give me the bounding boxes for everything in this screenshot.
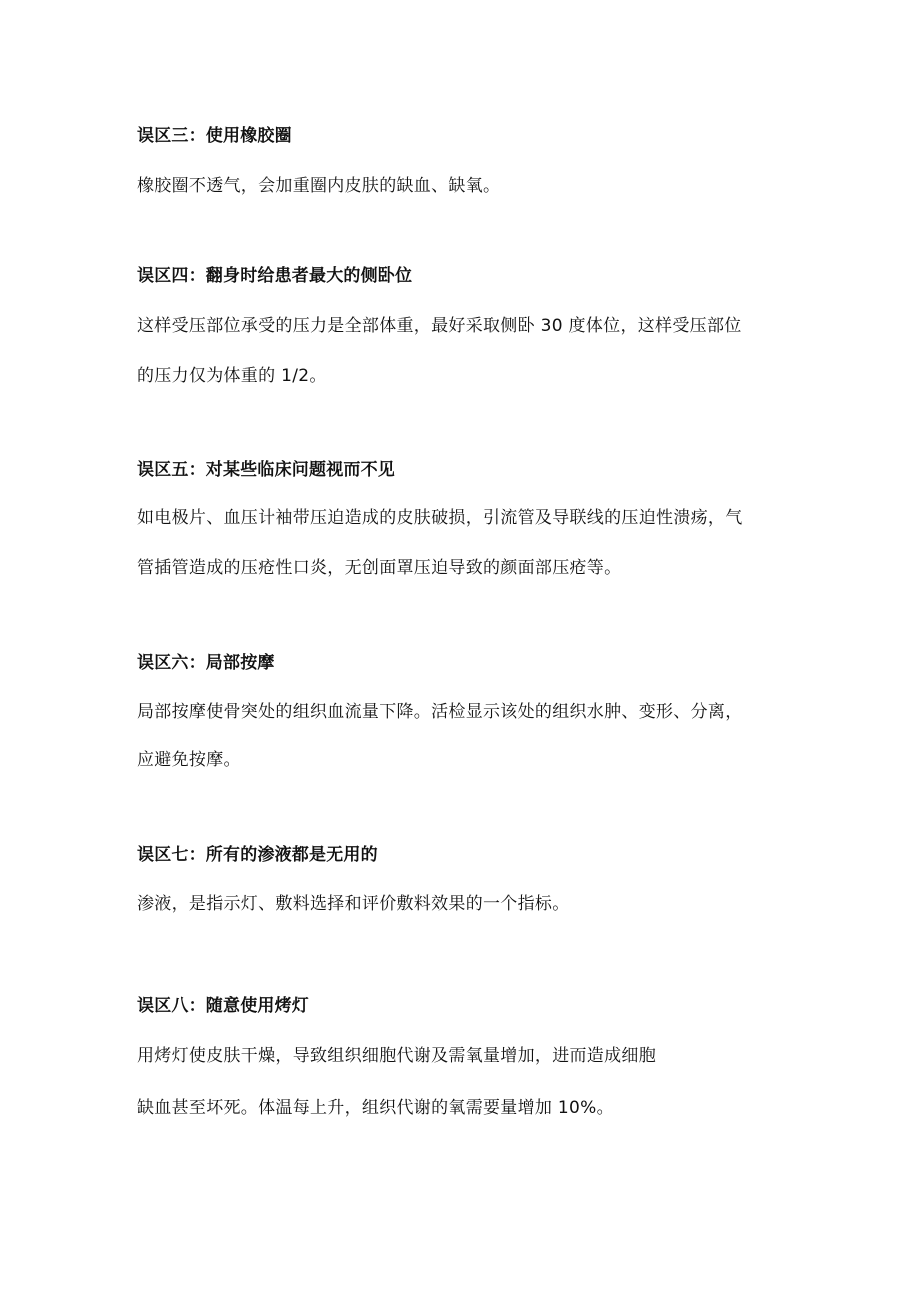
section-heading-6: 误区六：局部按摩 [137, 653, 275, 673]
section-heading-4: 误区四：翻身时给患者最大的侧卧位 [137, 266, 413, 286]
section-heading-7: 误区七：所有的渗液都是无用的 [137, 845, 378, 865]
section-text-5-line-1: 如电极片、血压计袖带压迫造成的皮肤破损，引流管及导联线的压迫性溃疡，气 [137, 508, 743, 528]
section-heading-8: 误区八：随意使用烤灯 [137, 996, 309, 1016]
section-text-4-line-2: 的压力仅为体重的 1/2。 [137, 366, 327, 386]
section-text-5-line-2: 管插管造成的压疮性口炎，无创面罩压迫导致的颜面部压疮等。 [137, 558, 622, 578]
section-heading-3: 误区三：使用橡胶圈 [137, 126, 292, 146]
section-text-8-line-2: 缺血甚至坏死。体温每上升，组织代谢的氧需要量增加 10%。 [137, 1098, 614, 1118]
section-text-8-line-1: 用烤灯使皮肤干燥，导致组织细胞代谢及需氧量增加，进而造成细胞 [137, 1046, 656, 1066]
section-text-3-line-1: 橡胶圈不透气，会加重圈内皮肤的缺血、缺氧。 [137, 176, 501, 196]
section-heading-5: 误区五：对某些临床问题视而不见 [137, 460, 395, 480]
section-text-6-line-2: 应避免按摩。 [137, 750, 241, 770]
section-text-4-line-1: 这样受压部位承受的压力是全部体重，最好采取侧卧 30 度体位，这样受压部位 [137, 316, 742, 336]
section-text-7-line-1: 渗液，是指示灯、敷料选择和评价敷料效果的一个指标。 [137, 894, 570, 914]
section-text-6-line-1: 局部按摩使骨突处的组织血流量下降。活检显示该处的组织水肿、变形、分离， [137, 702, 743, 722]
